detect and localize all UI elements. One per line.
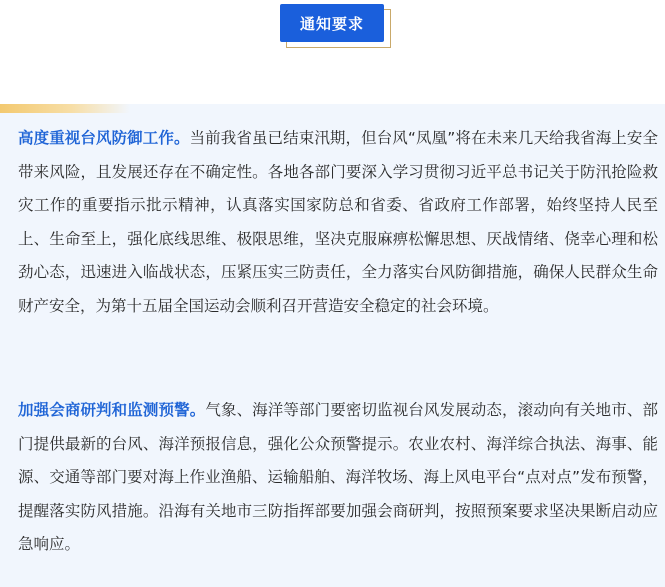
- section-header: [280, 4, 391, 48]
- content-panel: [0, 104, 665, 587]
- panel-accent-bar: [0, 104, 130, 113]
- paragraph-monitoring-warning: [18, 394, 658, 562]
- paragraph-lead: 加强会商研判和监测预警。: [18, 401, 206, 419]
- section-title: 通知要求: [280, 4, 384, 42]
- paragraph-body: 气象、海洋等部门要密切监视台风发展动态，滚动向有关地市、部门提供最新的台风、海洋预报信息，强化公众预警提示。农业农村、海洋综合执法、海事、能源、交通等部门要对海上作业渔船、运输船舶、海洋牧场、海上风电平台“点对点”发布预警，提醒落实防风措施。沿海有关地市三防指挥部要加强会商研判，按照预案要求坚决果断启动应急响应。: [18, 401, 658, 553]
- paragraph-typhoon-defense: [18, 122, 658, 323]
- paragraph-lead: 高度重视台风防御工作。: [18, 129, 190, 147]
- paragraph-body: 当前我省虽已结束汛期，但台风“凤凰”将在未来几天给我省海上安全带来风险，且发展还存在不确定性。各地各部门要深入学习贯彻习近平总书记关于防汛抢险救灾工作的重要指示批示精神，认真落实国家防总和省委、省政府工作部署，始终坚持人民至上、生命至上，强化底线思维、极限思维，坚决克服麻痹松懈思想、厌战情绪、侥幸心理和松劲心态，迅速进入临战状态，压紧压实三防责任，全力落实台风防御措施，确保人民群众生命财产安全，为第十五届全国运动会顺利召开营造安全稳定的社会环境。: [18, 129, 658, 315]
